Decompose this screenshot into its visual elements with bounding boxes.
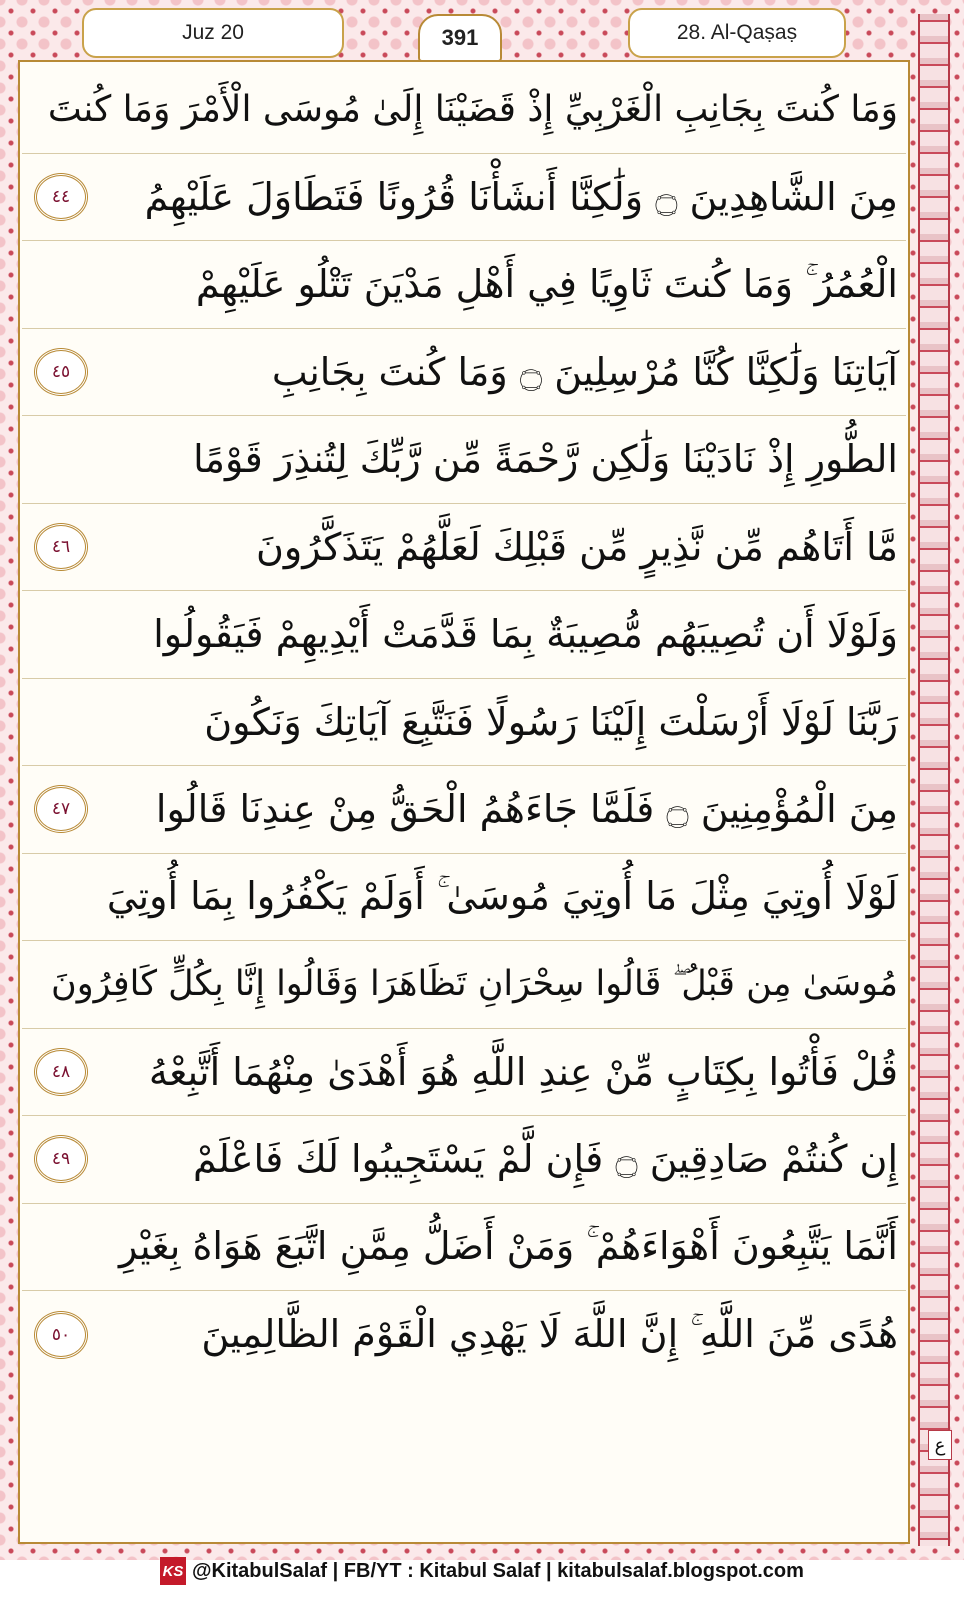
verse-line-8	[22, 679, 906, 767]
verse-line-6	[22, 504, 906, 592]
ayah-number-marker: ٤٥	[34, 348, 88, 396]
verse-line-4	[22, 329, 906, 417]
line-text: رَبَّنَا لَوْلَا أَرْسَلْتَ إِلَيْنَا رَسُولًا فَنَتَّبِعَ آيَاتِكَ وَنَكُونَ	[204, 699, 898, 744]
footer-credit: @KitabulSalaf | FB/YT : Kitabul Salaf | kitabulsalaf.blogspot.com	[192, 1559, 804, 1582]
line-text: أَنَّمَا يَتَّبِعُونَ أَهْوَاءَهُمْ ۚ وَمَنْ أَضَلُّ مِمَّنِ اتَّبَعَ هَوَاهُ بِغَيْرِ	[119, 1224, 898, 1269]
line-text: آيَاتِنَا وَلَٰكِنَّا كُنَّا مُرْسِلِينَ ۝ وَمَا كُنتَ بِجَانِبِ	[271, 349, 898, 394]
verse-line-14	[22, 1204, 906, 1292]
side-ornament-band	[918, 14, 950, 1546]
ayah-number-marker: ٥٠	[34, 1311, 88, 1359]
ayah-number-marker: ٤٧	[34, 785, 88, 833]
verse-line-12	[22, 1029, 906, 1117]
juz-label: Juz 20	[82, 8, 344, 58]
verse-line-3	[22, 241, 906, 329]
verse-line-15	[22, 1291, 906, 1379]
verse-line-2	[22, 154, 906, 242]
line-text: مِنَ الشَّاهِدِينَ ۝ وَلَٰكِنَّا أَنشَأْنَا قُرُونًا فَتَطَاوَلَ عَلَيْهِمُ	[144, 174, 898, 219]
mushaf-lines	[22, 66, 906, 1379]
ks-logo: KS	[160, 1557, 186, 1585]
page-header	[0, 0, 964, 62]
ayah-number-marker: ٤٨	[34, 1048, 88, 1096]
ayah-number-marker: ٤٦	[34, 523, 88, 571]
line-text: مَّا أَتَاهُم مِّن نَّذِيرٍ مِّن قَبْلِكَ لَعَلَّهُمْ يَتَذَكَّرُونَ	[256, 524, 898, 569]
verse-line-7	[22, 591, 906, 679]
verse-line-1	[22, 66, 906, 154]
verse-line-11	[22, 941, 906, 1029]
line-text: مِنَ الْمُؤْمِنِينَ ۝ فَلَمَّا جَاءَهُمُ الْحَقُّ مِنْ عِندِنَا قَالُوا	[155, 787, 898, 832]
line-text: إِن كُنتُمْ صَادِقِينَ ۝ فَإِن لَّمْ يَسْتَجِيبُوا لَكَ فَاعْلَمْ	[192, 1137, 898, 1182]
line-text: لَوْلَا أُوتِيَ مِثْلَ مَا أُوتِيَ مُوسَىٰ ۚ أَوَلَمْ يَكْفُرُوا بِمَا أُوتِيَ	[106, 874, 898, 919]
ayah-number-marker: ٤٤	[34, 173, 88, 221]
line-text: هُدًى مِّنَ اللَّهِ ۚ إِنَّ اللَّهَ لَا يَهْدِي الْقَوْمَ الظَّالِمِينَ	[201, 1312, 898, 1357]
line-text: مُوسَىٰ مِن قَبْلُ ۖ قَالُوا سِحْرَانِ تَظَاهَرَا وَقَالُوا إِنَّا بِكُلٍّ كَافِرُونَ	[51, 964, 898, 1005]
line-text: وَلَوْلَا أَن تُصِيبَهُم مُّصِيبَةٌ بِمَا قَدَّمَتْ أَيْدِيهِمْ فَيَقُولُوا	[153, 612, 898, 657]
verse-line-9	[22, 766, 906, 854]
line-text: الْعُمُرُ ۚ وَمَا كُنتَ ثَاوِيًا فِي أَهْلِ مَدْيَنَ تَتْلُو عَلَيْهِمْ	[195, 261, 898, 306]
ruku-marker: ع	[928, 1430, 952, 1460]
line-text: الطُّورِ إِذْ نَادَيْنَا وَلَٰكِن رَّحْمَةً مِّن رَّبِّكَ لِتُنذِرَ قَوْمًا	[193, 437, 898, 482]
verse-line-5	[22, 416, 906, 504]
verse-line-10	[22, 854, 906, 942]
surah-label: 28. Al-Qaṣaṣ	[628, 8, 846, 58]
line-text: قُلْ فَأْتُوا بِكِتَابٍ مِّنْ عِندِ اللَّهِ هُوَ أَهْدَىٰ مِنْهُمَا أَتَّبِعْهُ	[148, 1049, 898, 1094]
page-footer	[160, 1552, 850, 1590]
line-text: وَمَا كُنتَ بِجَانِبِ الْغَرْبِيِّ إِذْ قَضَيْنَا إِلَىٰ مُوسَى الْأَمْرَ وَمَا كُنتَ	[47, 88, 898, 130]
ayah-number-marker: ٤٩	[34, 1135, 88, 1183]
page-number: 391	[418, 14, 502, 62]
verse-line-13	[22, 1116, 906, 1204]
